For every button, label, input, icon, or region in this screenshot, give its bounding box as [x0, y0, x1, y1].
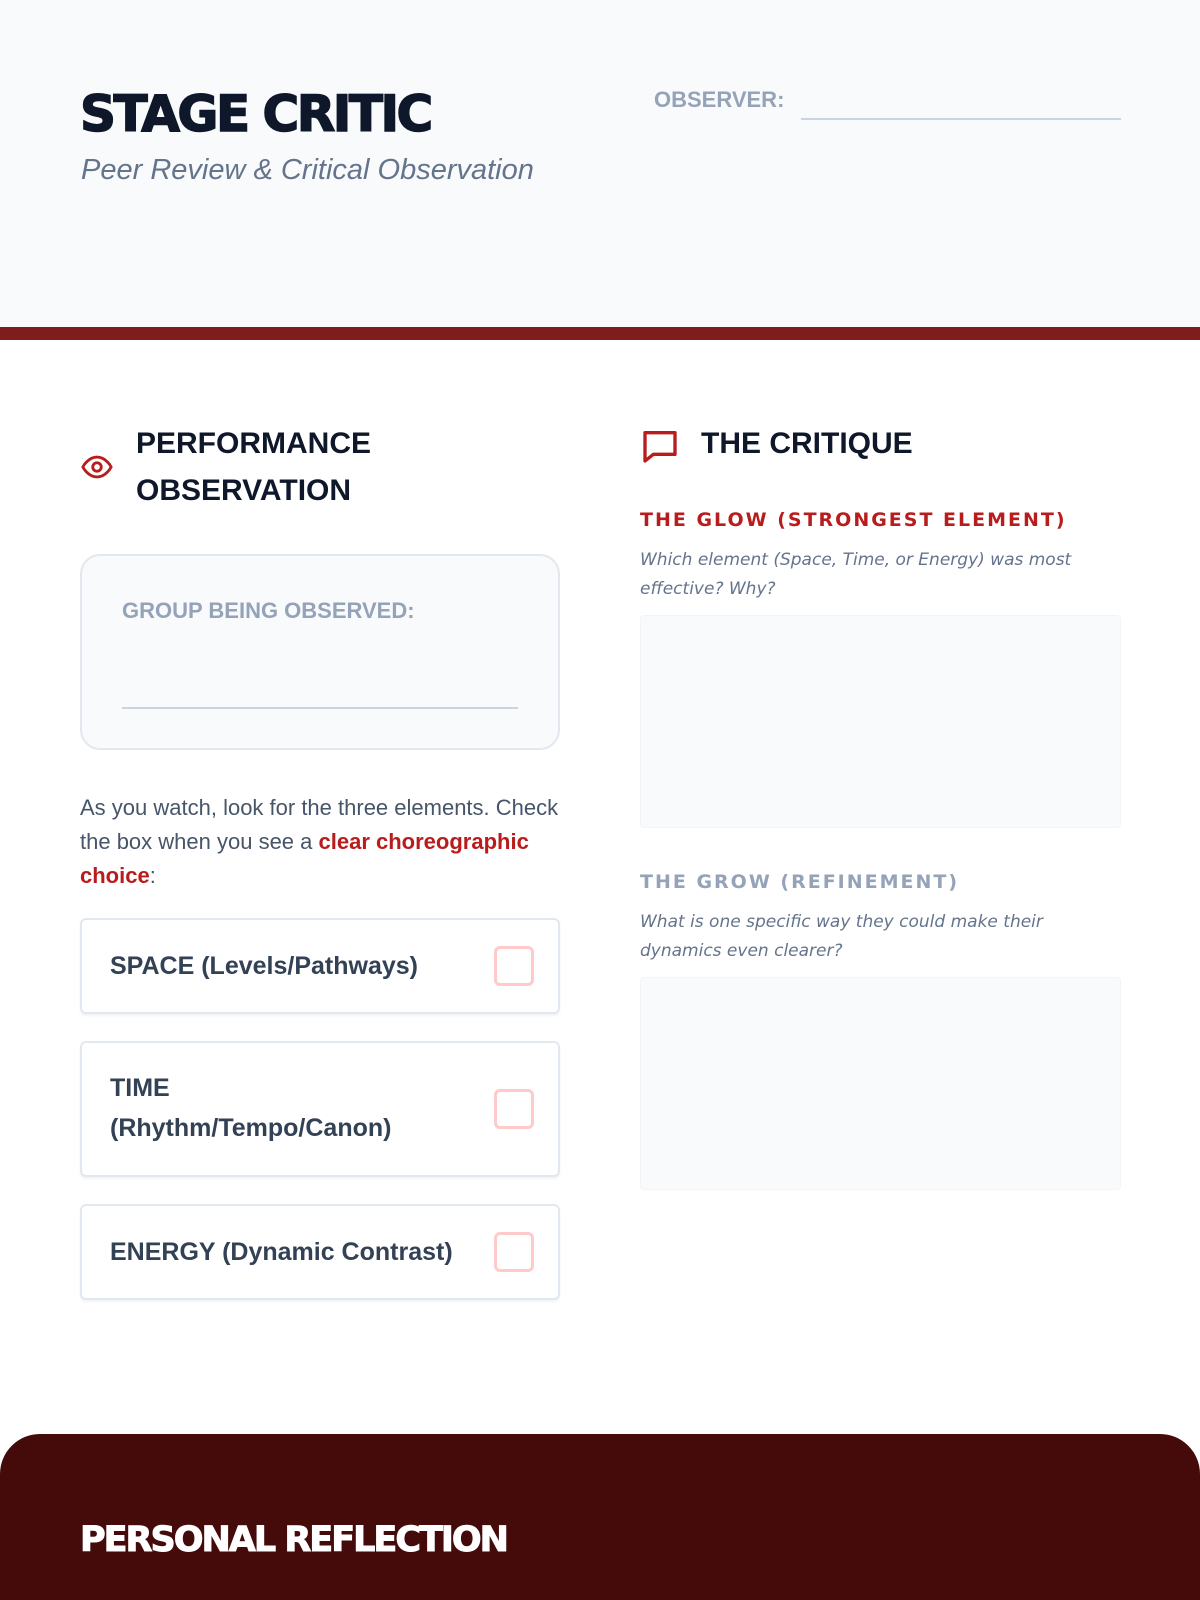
observation-instructions — [80, 791, 570, 893]
instructions-highlight: clear choreographic choice — [80, 829, 529, 888]
checkbox-time[interactable] — [494, 1089, 534, 1129]
performance-observation-title-line1: PERFORMANCE — [136, 427, 372, 460]
element-card-space — [80, 918, 560, 1014]
element-label-time — [110, 1068, 391, 1148]
glow-heading: THE GLOW (STRONGEST ELEMENT) — [640, 509, 1067, 531]
page-title: STAGE CRITIC — [80, 85, 431, 143]
instructions-text: As you watch, look for the three elements. Check the box when you see a — [80, 795, 559, 854]
checkbox-energy[interactable] — [494, 1232, 534, 1272]
grow-prompt: What is one specific way they could make their dynamics even clearer? — [640, 912, 1043, 961]
personal-reflection-section — [0, 1434, 1200, 1600]
group-observed-field[interactable] — [122, 707, 518, 709]
performance-observation-title-line2: OBSERVATION — [136, 474, 352, 507]
instructions-colon: : — [149, 863, 156, 888]
performance-observation-title — [136, 420, 371, 514]
critique-title: THE CRITIQUE — [701, 427, 913, 460]
personal-reflection-title: PERSONAL REFLECTION — [80, 1520, 507, 1560]
group-observed-box — [80, 554, 560, 750]
page-subtitle: Peer Review & Critical Observation — [81, 154, 534, 186]
glow-prompt: Which element (Space, Time, or Energy) was most effective? Why? — [640, 550, 1072, 599]
observer-field[interactable] — [801, 118, 1121, 120]
grow-answer-field[interactable] — [640, 977, 1121, 1190]
observer-label: OBSERVER: — [654, 87, 785, 112]
checkbox-space[interactable] — [494, 946, 534, 986]
eye-icon — [80, 450, 114, 484]
group-observed-label: GROUP BEING OBSERVED: — [122, 598, 415, 623]
element-label-energy: ENERGY (Dynamic Contrast) — [110, 1238, 453, 1266]
element-card-time — [80, 1041, 560, 1177]
glow-answer-field[interactable] — [640, 615, 1121, 828]
element-label-time-line1: TIME — [110, 1074, 170, 1102]
header-divider — [0, 327, 1200, 340]
header — [0, 0, 1200, 328]
element-card-energy — [80, 1204, 560, 1300]
element-label-space: SPACE (Levels/Pathways) — [110, 952, 418, 980]
grow-heading: THE GROW (REFINEMENT) — [640, 871, 960, 893]
element-label-time-line2: (Rhythm/Tempo/Canon) — [110, 1114, 392, 1142]
speech-bubble-icon — [640, 426, 680, 466]
